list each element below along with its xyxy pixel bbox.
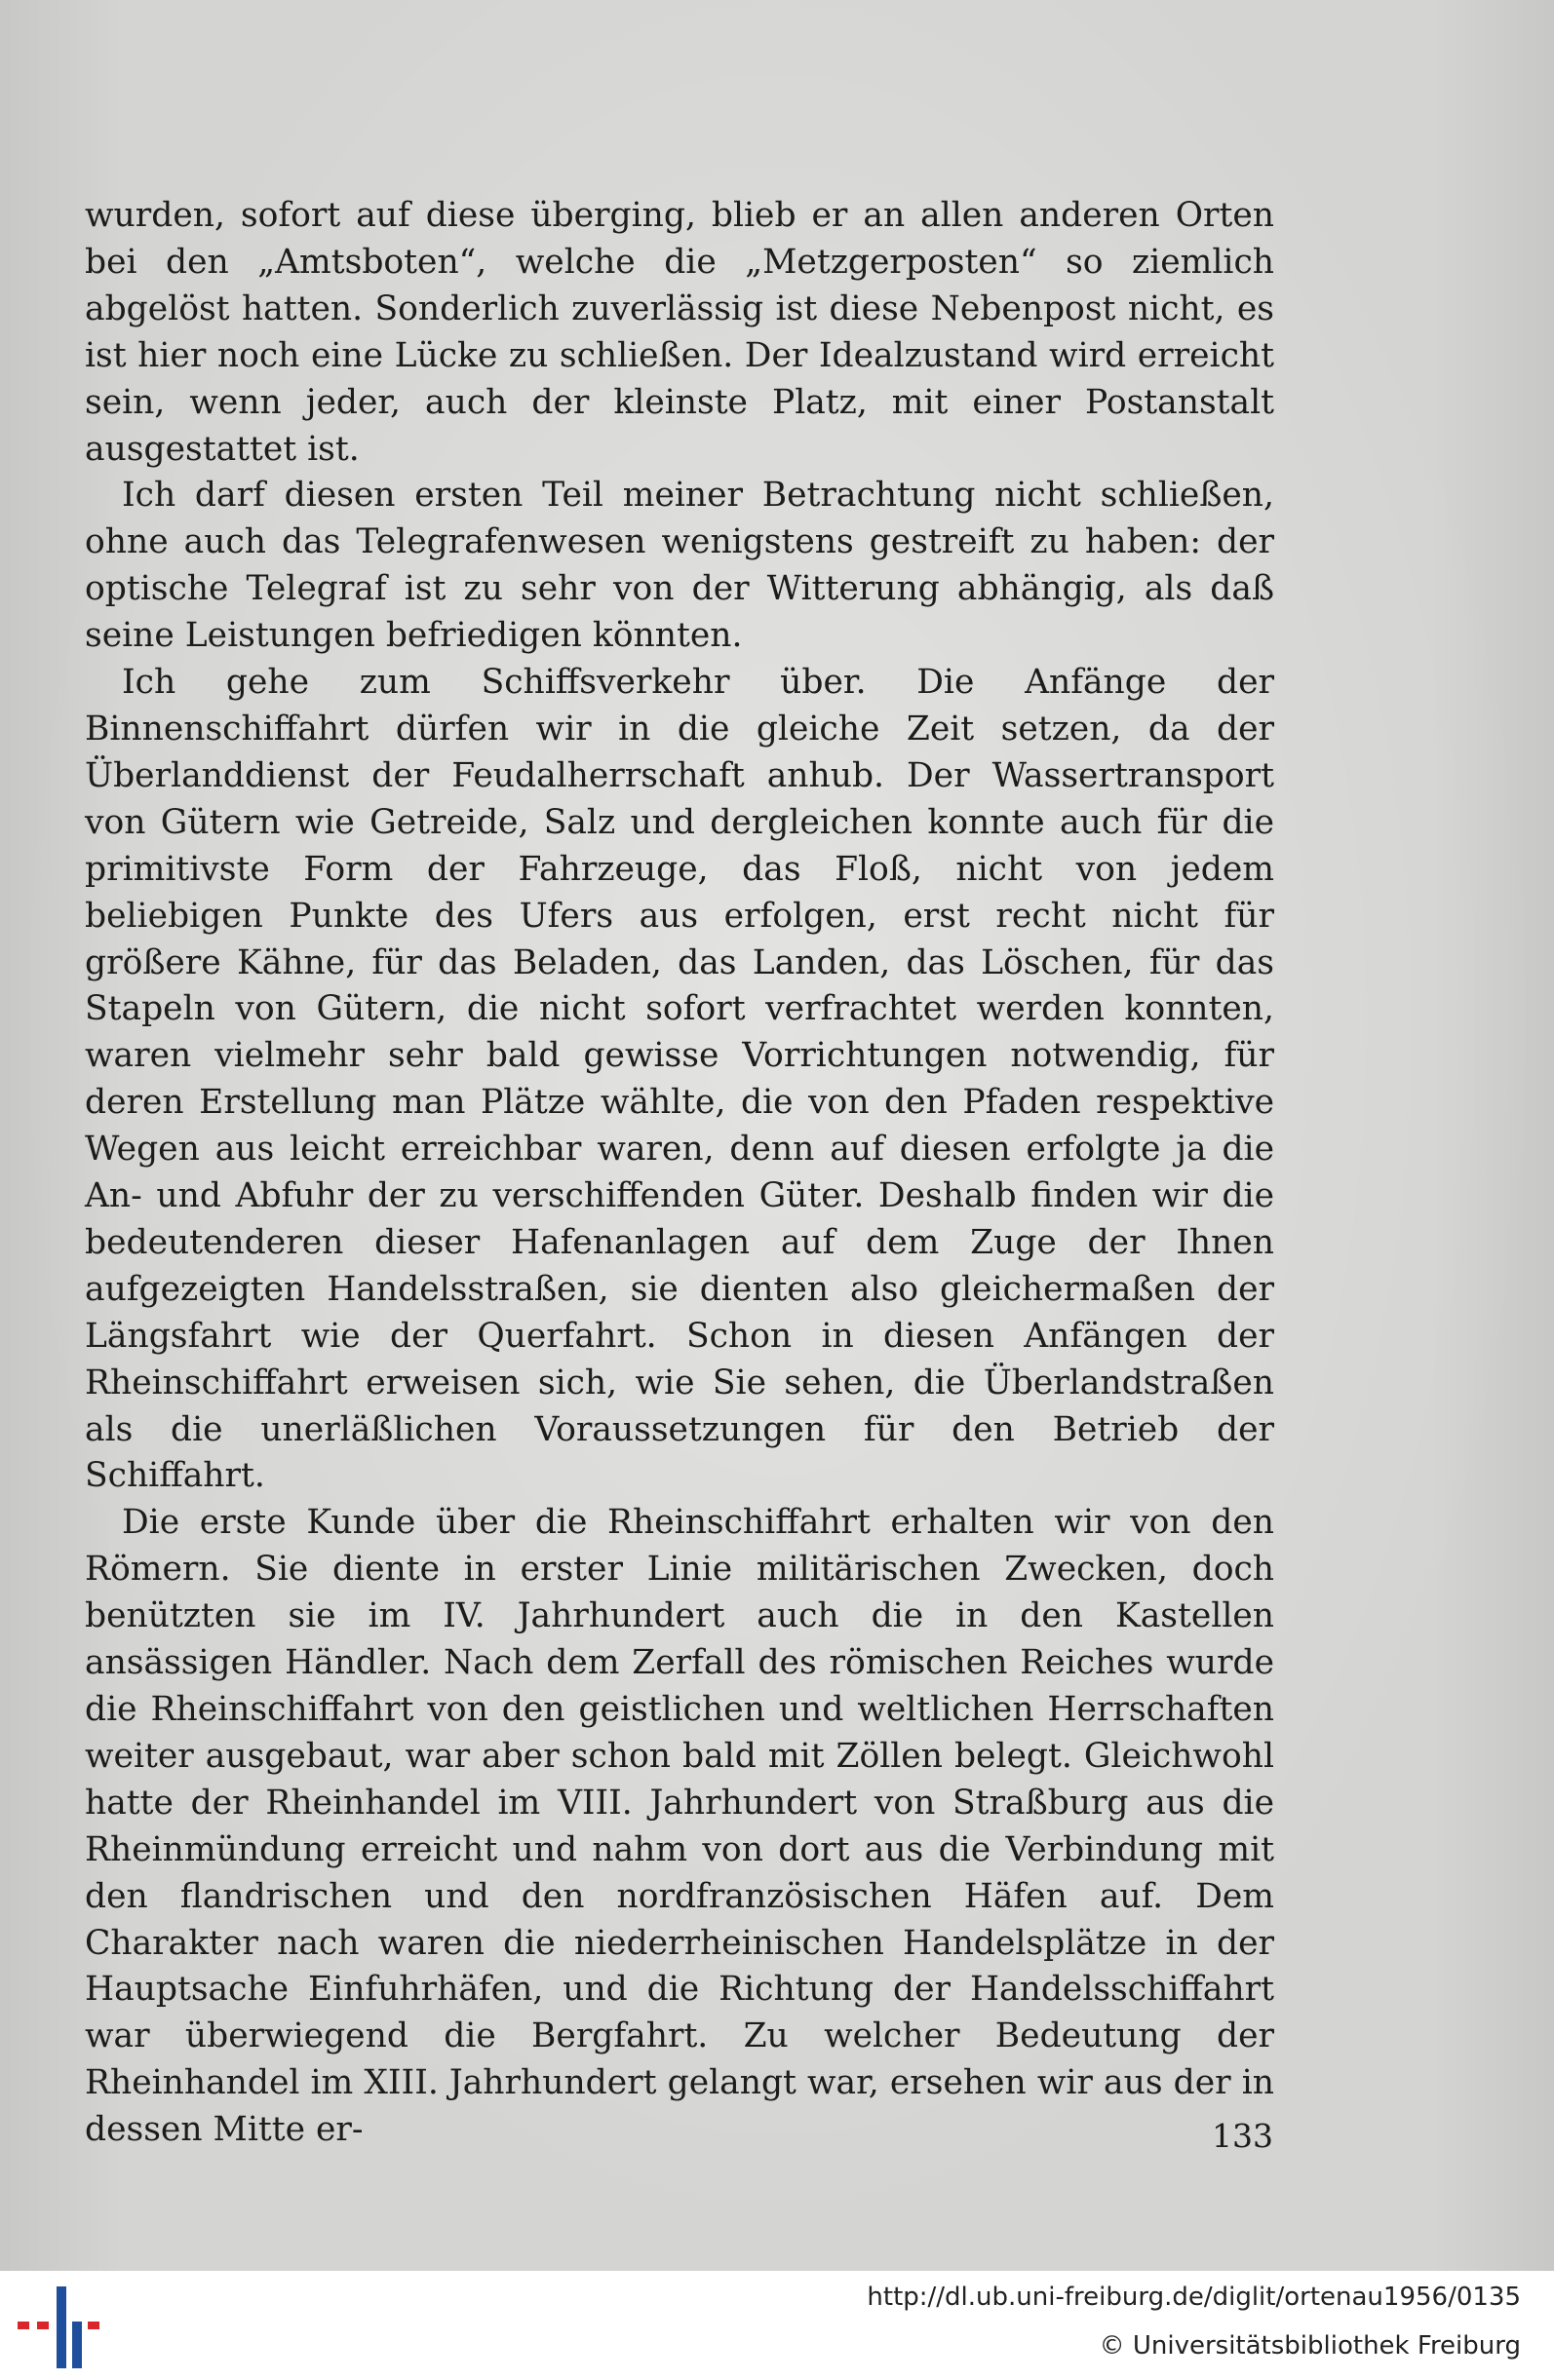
paragraph-4: Die erste Kunde über die Rheinschiffahrt erhalten wir von den Römern. Sie diente in erster Linie militärischen Zwecken, doch benützten sie im IV. Jahrhundert auch die in den Kastellen ansässigen Händler. Nach dem Zerfall des römischen Reiches wurde die Rheinschiffahrt von den geistlichen und weltlichen Herrschaften weiter ausgebaut, war aber schon bald mit Zöllen belegt. Gleichwohl hatte der Rheinhandel im VIII. Jahrhundert von Straßburg aus die Rheinmündung erreicht und nahm von dort aus die Verbindung mit den flandrischen und den nordfranzösischen Häfen auf. Dem Charakter nach waren die niederrheinischen Handelsplätze in der Hauptsache Einfuhrhäfen, und die Richtung der Handelsschiffahrt war überwiegend die Bergfahrt. Zu welcher Bedeutung der Rheinhandel im XIII. Jahrhundert gelangt war, ersehen wir aus der in dessen Mitte er- — [85, 1503, 1274, 2150]
footer-bar — [0, 2271, 1554, 2380]
body-text — [85, 193, 1274, 2154]
source-url-link[interactable]: http://dl.ub.uni-freiburg.de/diglit/ortenau1956/0135 — [867, 2283, 1521, 2312]
ub-freiburg-logo-icon — [18, 2279, 99, 2372]
copyright-notice: © Universitätsbibliothek Freiburg — [1099, 2331, 1521, 2361]
paragraph-2: Ich darf diesen ersten Teil meiner Betrachtung nicht schließen, ohne auch das Telegrafenwesen wenigstens gestreift zu haben: der optische Telegraf ist zu sehr von der Witterung abhängig, als daß seine Leistungen befriedigen könnten. — [85, 476, 1274, 656]
paragraph-3: Ich gehe zum Schiffsverkehr über. Die Anfänge der Binnenschiffahrt dürfen wir in die gleiche Zeit setzen, da der Überlanddienst der Feudalherrschaft anhub. Der Wassertransport von Gütern wie Getreide, Salz und dergleichen konnte auch für die primitivste Form der Fahrzeuge, das Floß, nicht von jedem beliebigen Punkte des Ufers aus erfolgen, erst recht nicht für größere Kähne, für das Beladen, das Landen, das Löschen, für das Stapeln von Gütern, die nicht sofort verfrachtet werden konnten, waren vielmehr sehr bald gewisse Vorrichtungen notwendig, für deren Erstellung man Plätze wählte, die von den Pfaden respektive Wegen aus leicht erreichbar waren, denn auf diesen erfolgte ja die An- und Abfuhr der zu verschiffenden Güter. Deshalb finden wir die bedeutenderen dieser Hafenanlagen auf dem Zuge der Ihnen aufgezeigten Handelsstraßen, sie dienten also gleichermaßen der Längsfahrt wie der Querfahrt. Schon in diesen Anfängen der Rheinschiffahrt erweisen sich, wie Sie sehen, die Überlandstraßen als die unerläßlichen Voraussetzungen für den Betrieb der Schiffahrt. — [85, 663, 1274, 1496]
page-number: 133 — [1212, 2117, 1273, 2155]
paragraph-1: wurden, sofort auf diese überging, blieb er an allen anderen Orten bei den „Amtsboten“, welche die „Metzgerposten“ so ziemlich abgelöst hatten. Sonderlich zuverlässig ist diese Nebenpost nicht, es ist hier noch eine Lücke zu schließen. Der Idealzustand wird erreicht sein, wenn jeder, auch der kleinste Platz, mit einer Postanstalt ausgestattet ist. — [85, 196, 1274, 469]
